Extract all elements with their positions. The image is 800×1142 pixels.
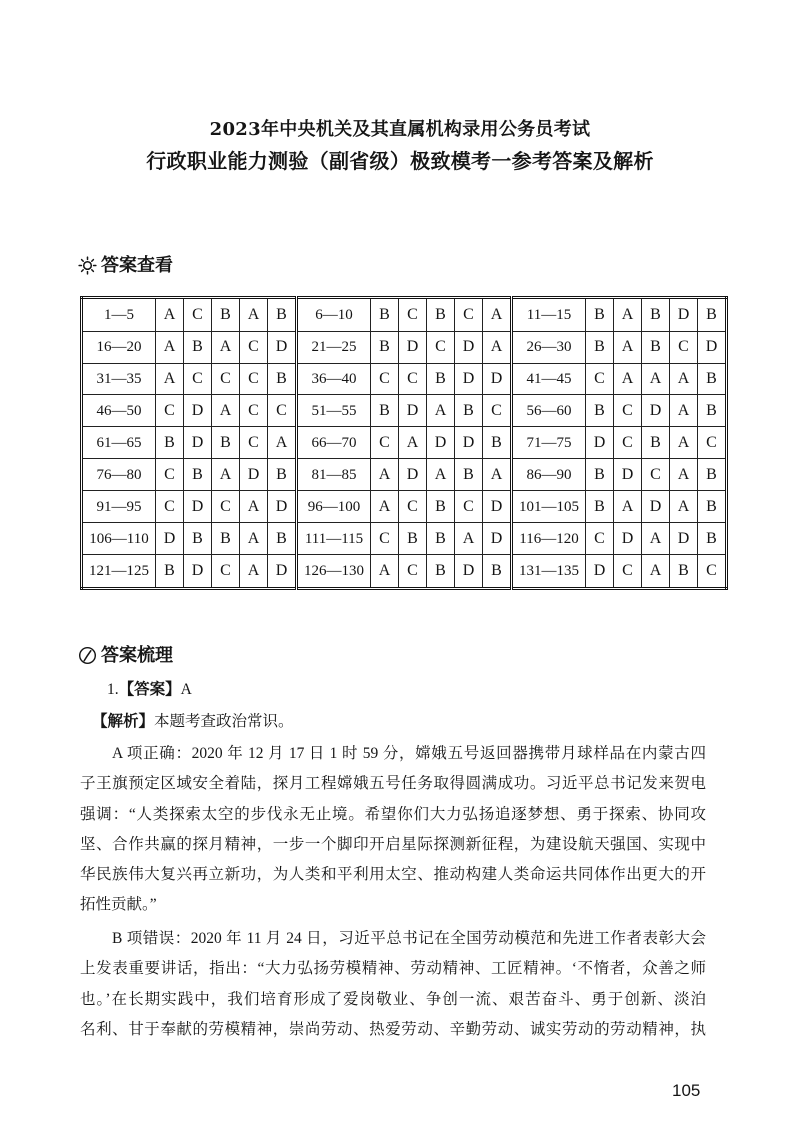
- answer-cell: D: [642, 395, 670, 427]
- answer-cell: C: [212, 363, 240, 395]
- paragraph-line: A 项正确：2020 年 12 月 17 日 1 时 59 分，嫦娥五号返回器携带月球样品在内蒙古四: [112, 745, 706, 762]
- answer-cell: A: [483, 331, 512, 363]
- answer-cell: D: [483, 363, 512, 395]
- paragraph-line: 子王旗预定区域安全着陆，探月工程嫦娥五号任务取得圆满成功。习近平总书记发来贺电: [80, 775, 706, 793]
- answer-cell: B: [698, 523, 727, 555]
- paragraph-line: 强调：“人类探索太空的步伐永无止境。希望你们大力弘扬追逐梦想、勇于探索、协同攻: [80, 805, 706, 823]
- answer-cell: A: [455, 523, 483, 555]
- answer-cell: C: [399, 298, 427, 332]
- question-range-cell: 6—10: [297, 298, 371, 332]
- answer-cell: C: [399, 491, 427, 523]
- answer-cell: B: [698, 491, 727, 523]
- answer-cell: D: [399, 331, 427, 363]
- answer-cell: B: [212, 427, 240, 459]
- answer-cell: B: [586, 298, 614, 332]
- question-range-cell: 101—105: [512, 491, 586, 523]
- answer-cell: C: [371, 363, 399, 395]
- answer-cell: B: [698, 459, 727, 491]
- answer-cell: D: [614, 523, 642, 555]
- answer-cell: A: [240, 555, 268, 589]
- question-range-cell: 11—15: [512, 298, 586, 332]
- answer-cell: D: [614, 459, 642, 491]
- answer-cell: C: [455, 298, 483, 332]
- answer-cell: D: [455, 363, 483, 395]
- sun-icon: [78, 256, 97, 275]
- answer-cell: A: [156, 363, 184, 395]
- answer-cell: C: [698, 555, 727, 589]
- answer-cell: A: [642, 363, 670, 395]
- circle-slash-icon: [78, 646, 97, 665]
- answer-cell: C: [399, 555, 427, 589]
- answer-cell: D: [670, 523, 698, 555]
- answer-cell: C: [614, 555, 642, 589]
- question-range-cell: 1—5: [82, 298, 156, 332]
- answer-cell: A: [156, 331, 184, 363]
- answer-cell: D: [156, 523, 184, 555]
- answer-cell: A: [156, 298, 184, 332]
- answer-cell: B: [455, 395, 483, 427]
- question-range-cell: 56—60: [512, 395, 586, 427]
- answer-cell: B: [268, 523, 297, 555]
- answer-cell: A: [268, 427, 297, 459]
- answer-review-heading-text: 答案查看: [101, 255, 173, 275]
- question-range-cell: 41—45: [512, 363, 586, 395]
- question-range-cell: 46—50: [82, 395, 156, 427]
- answer-cell: B: [184, 331, 212, 363]
- answer-cell: A: [670, 363, 698, 395]
- answer-cell: B: [268, 459, 297, 491]
- answer-cell: C: [240, 427, 268, 459]
- answer-cell: A: [614, 491, 642, 523]
- answer-cell: D: [586, 427, 614, 459]
- question-number: 1.: [107, 681, 119, 698]
- answer-cell: B: [212, 523, 240, 555]
- answer-cell: B: [642, 427, 670, 459]
- question-range-cell: 21—25: [297, 331, 371, 363]
- answer-cell: C: [586, 523, 614, 555]
- answer-cell: C: [399, 363, 427, 395]
- answer-cell: C: [586, 363, 614, 395]
- answer-cell: D: [399, 395, 427, 427]
- question-range-cell: 61—65: [82, 427, 156, 459]
- answer-cell: A: [212, 331, 240, 363]
- answer-cell: B: [427, 298, 455, 332]
- question-range-cell: 26—30: [512, 331, 586, 363]
- question-range-cell: 31—35: [82, 363, 156, 395]
- answer-cell: D: [455, 555, 483, 589]
- question-range-cell: 121—125: [82, 555, 156, 589]
- answer-explanation-heading-text: 答案梳理: [101, 645, 173, 665]
- answer-cell: B: [371, 331, 399, 363]
- paragraph-line: 上发表重要讲话，指出：“大力弘扬劳模精神、劳动精神、工匠精神。‘不惰者，众善之师: [80, 960, 706, 978]
- question-range-cell: 36—40: [297, 363, 371, 395]
- answer-table-row: [82, 331, 727, 363]
- answer-cell: B: [642, 331, 670, 363]
- question-range-cell: 16—20: [82, 331, 156, 363]
- answer-cell: D: [184, 395, 212, 427]
- question-range-cell: 81—85: [297, 459, 371, 491]
- answer-cell: B: [427, 363, 455, 395]
- answer-table-row: [82, 555, 727, 589]
- analysis-text: 本题考查政治常识。: [154, 713, 294, 730]
- answer-cell: D: [642, 491, 670, 523]
- answer-cell: B: [156, 555, 184, 589]
- answer-cell: A: [240, 298, 268, 332]
- answer-cell: A: [614, 298, 642, 332]
- answer-cell: D: [184, 491, 212, 523]
- answer-cell: C: [156, 395, 184, 427]
- answer-cell: D: [455, 331, 483, 363]
- answer-cell: A: [240, 523, 268, 555]
- answer-cell: B: [698, 298, 727, 332]
- answer-cell: B: [371, 395, 399, 427]
- answer-cell: B: [184, 459, 212, 491]
- answer-cell: C: [614, 395, 642, 427]
- answer-table-row: [82, 395, 727, 427]
- answer-cell: B: [427, 523, 455, 555]
- answer-cell: B: [698, 395, 727, 427]
- answer-table-row: [82, 298, 727, 332]
- question-range-cell: 66—70: [297, 427, 371, 459]
- answer-cell: A: [240, 491, 268, 523]
- question-range-cell: 96—100: [297, 491, 371, 523]
- answer-cell: A: [371, 491, 399, 523]
- answer-cell: D: [268, 555, 297, 589]
- question-answer-line: [107, 679, 192, 701]
- explanation-paragraph: [80, 739, 706, 921]
- answer-cell: D: [698, 331, 727, 363]
- answer-cell: A: [483, 459, 512, 491]
- answer-cell: D: [268, 331, 297, 363]
- answer-cell: A: [371, 459, 399, 491]
- document-title-line-1: 2023年中央机关及其直属机构录用公务员考试: [209, 119, 591, 140]
- paragraph-line: 名利、甘于奉献的劳模精神，崇尚劳动、热爱劳动、辛勤劳动、诚实劳动的劳动精神，执: [80, 1020, 706, 1038]
- paragraph-line: B 项错误：2020 年 11 月 24 日，习近平总书记在全国劳动模范和先进工作者表彰大会: [112, 930, 706, 947]
- explanation-paragraph: [80, 924, 706, 1045]
- answer-value: A: [180, 681, 192, 698]
- answer-table-body: [82, 298, 727, 589]
- answer-cell: B: [586, 395, 614, 427]
- answer-table-row: [82, 363, 727, 395]
- answer-cell: B: [268, 363, 297, 395]
- answer-cell: C: [156, 459, 184, 491]
- question-range-cell: 91—95: [82, 491, 156, 523]
- answer-cell: D: [184, 427, 212, 459]
- question-range-cell: 71—75: [512, 427, 586, 459]
- answer-cell: B: [586, 331, 614, 363]
- answer-cell: D: [586, 555, 614, 589]
- answer-cell: C: [240, 395, 268, 427]
- question-range-cell: 126—130: [297, 555, 371, 589]
- answer-cell: B: [642, 298, 670, 332]
- page-number: 105: [672, 1081, 701, 1100]
- answer-cell: A: [212, 459, 240, 491]
- question-range-cell: 106—110: [82, 523, 156, 555]
- answer-cell: A: [427, 395, 455, 427]
- answer-cell: B: [698, 363, 727, 395]
- answer-cell: B: [212, 298, 240, 332]
- answer-cell: C: [184, 298, 212, 332]
- answer-cell: C: [642, 459, 670, 491]
- answer-explanation-heading: [78, 643, 173, 667]
- question-range-cell: 86—90: [512, 459, 586, 491]
- question-range-cell: 131—135: [512, 555, 586, 589]
- answer-cell: B: [427, 555, 455, 589]
- answer-cell: C: [371, 523, 399, 555]
- answer-cell: B: [184, 523, 212, 555]
- document-title-line-2: 行政职业能力测验（副省级）极致模考一参考答案及解析: [146, 149, 654, 173]
- answer-cell: A: [212, 395, 240, 427]
- answer-cell: A: [399, 427, 427, 459]
- answer-table-row: [82, 491, 727, 523]
- answer-cell: D: [427, 427, 455, 459]
- answer-table-row: [82, 427, 727, 459]
- answer-cell: D: [240, 459, 268, 491]
- question-range-cell: 51—55: [297, 395, 371, 427]
- answer-cell: D: [399, 459, 427, 491]
- answer-cell: B: [586, 459, 614, 491]
- answer-cell: C: [268, 395, 297, 427]
- answer-cell: D: [483, 523, 512, 555]
- answer-cell: A: [427, 459, 455, 491]
- answer-cell: A: [670, 459, 698, 491]
- analysis-label: 【解析】: [92, 713, 155, 730]
- answer-cell: D: [268, 491, 297, 523]
- answer-cell: D: [184, 555, 212, 589]
- question-range-cell: 116—120: [512, 523, 586, 555]
- answer-cell: B: [483, 427, 512, 459]
- answer-cell: A: [614, 331, 642, 363]
- question-range-cell: 111—115: [297, 523, 371, 555]
- answer-cell: C: [670, 331, 698, 363]
- answer-cell: B: [586, 491, 614, 523]
- answer-cell: B: [455, 459, 483, 491]
- answer-cell: B: [670, 555, 698, 589]
- question-analysis-line: [92, 711, 294, 733]
- answer-table-row: [82, 459, 727, 491]
- answer-cell: A: [670, 427, 698, 459]
- paragraph-line: 华民族伟大复兴再立新功，为人类和平利用太空、推动构建人类命运共同体作出更大的开: [80, 866, 706, 884]
- answer-cell: A: [642, 555, 670, 589]
- answer-cell: B: [483, 555, 512, 589]
- answer-cell: B: [427, 491, 455, 523]
- paragraph-line: 坚、合作共赢的探月精神，一步一个脚印开启星际探测新征程，为建设航天强国、实现中: [80, 835, 706, 853]
- answer-label: 【答案】: [118, 681, 181, 698]
- answer-cell: C: [184, 363, 212, 395]
- answer-cell: C: [483, 395, 512, 427]
- answer-cell: C: [212, 555, 240, 589]
- answer-cell: A: [483, 298, 512, 332]
- answer-cell: A: [642, 523, 670, 555]
- answer-cell: C: [371, 427, 399, 459]
- answer-cell: D: [455, 427, 483, 459]
- answer-cell: D: [483, 491, 512, 523]
- answer-cell: C: [240, 331, 268, 363]
- answer-cell: D: [670, 298, 698, 332]
- answer-table-row: [82, 523, 727, 555]
- answer-review-heading: [78, 253, 173, 277]
- answer-cell: B: [268, 298, 297, 332]
- answer-cell: C: [698, 427, 727, 459]
- answer-key-table: [80, 296, 728, 590]
- answer-cell: B: [371, 298, 399, 332]
- answer-cell: C: [427, 331, 455, 363]
- paragraph-line: 也。’在长期实践中，我们培育形成了爱岗敬业、争创一流、艰苦奋斗、勇于创新、淡泊: [80, 990, 706, 1008]
- answer-cell: A: [670, 395, 698, 427]
- paragraph-line: 拓性贡献。”: [80, 896, 157, 914]
- question-range-cell: 76—80: [82, 459, 156, 491]
- answer-cell: A: [670, 491, 698, 523]
- answer-cell: C: [156, 491, 184, 523]
- answer-cell: C: [614, 427, 642, 459]
- answer-cell: B: [156, 427, 184, 459]
- answer-cell: A: [614, 363, 642, 395]
- answer-cell: C: [455, 491, 483, 523]
- answer-cell: B: [399, 523, 427, 555]
- answer-cell: C: [240, 363, 268, 395]
- answer-cell: A: [371, 555, 399, 589]
- answer-cell: C: [212, 491, 240, 523]
